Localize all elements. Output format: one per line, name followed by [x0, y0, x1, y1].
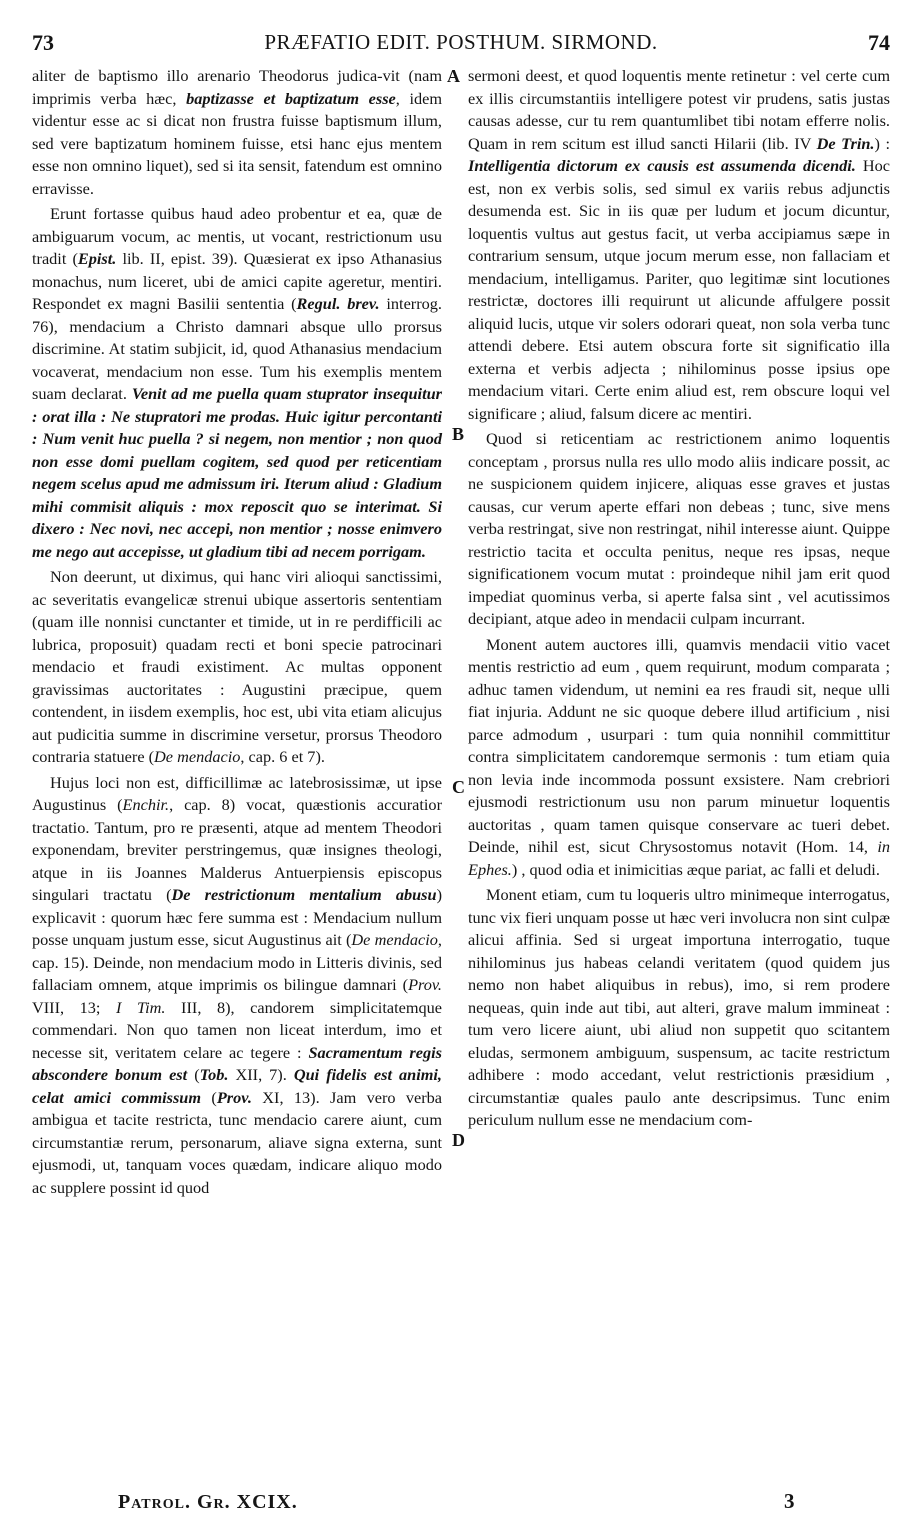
- margin-letter-b: B: [452, 424, 465, 444]
- page-number-left: 73: [32, 30, 54, 55]
- running-title: PRÆFATIO EDIT. POSTHUM. SIRMOND.: [264, 30, 658, 54]
- paragraph: Hujus loci non est, difficillimæ ac latebrosissimæ, ut ipse Augustinus (Enchir., cap. 8) vocat, quæstionis accuratior tractatio. Tantum, pro re præsenti, atque ad mentem Theodori exponendam, breviter perstringemus, quæ insignes theologi, atque in iis Joannes Malderus Antuerpiensis episcopus singulari tractatu (De restrictionum mentalium abusu) explicavit : quorum hæc fere summa est : Mendacium nullum posse unquam justum esse, sicut Augustinus ait (De mendacio, cap. 15). Deinde, non mendacium modo in Litteris divinis, sed fallaciam omnem, atque imprimis os bilingue damnari (Prov. VIII, 13; I Tim. III, 8), candorem simplicitatemque commendari. Non quo tamen non liceat interdum, imo et necesse sit, veritatem celare ac tegere : Sacramentum regis abscondere bonum est (Tob. XII, 7). Qui fidelis est animi, celat amici commissum (Prov. XI, 13). Jam vero verba ambigua et tacite restricta, tunc mendacio carere aiunt, cum circumstantiæ rerum, personarum, aliave signa externa, sunt ejusmodi, ut, tanquam voces quædam, indicare aliquo modo ac supplere possint id quod: [32, 772, 443, 1197]
- paragraph: Quod si reticentiam ac restrictionem animo loquentis conceptam , prorsus nulla res ullo modo aliis indicare possit, ac ne suspicionem quidem injicere, aliquas esse graves et justas causas, cur verum aperte effari non debeas ; tunc, sive mens verba restringat, sive non restringat, nihil interesse aiunt. Quippe restrictio tacita et occulta penitus, neque res ipsas, neque significationem vocum mutat : proindeque nihil jam erit quod impediat quominus verba, si aperte falsa sint , vel acutissimos decipiant, atque adeo in mendacii culpam incurrant.: [468, 429, 890, 628]
- footer-signature: Patrol. Gr. XCIX.: [118, 1491, 298, 1513]
- paragraph: sermoni deest, et quod loquentis mente retinetur : vel certe cum ex illis circumstantiis intelligere potest vir prudens, satis justas causas adesse, cur tu rem quantumlibet tibi notam efferre nolis. Quam in rem scitum est illud sancti Hilarii (lib. IV De Trin.) : Intelligentia dictorum ex causis est assumenda dicendi. Hoc est, non ex verbis solis, sed simul ex variis rebus adjunctis desumenda est. Sic in iis quæ per ludum et jocum dicuntur, loquentis vultus aut gestus facit, ut verba accipiamus sæpe in contrarium sensum, utque jocum merum esse, non fallaciam et mendacium, intelligamus. Pariter, quo legitimæ sint locutiones restrictæ, doctores illi requirunt ut alicunde affulgere possit aliquid lucis, utque vir solers odorari queat, non sola verba tunc attendi debere. Etsi autem obscura forte sit significatio illa externa et verbis adjecta ; nihilominus posse ipsius ope mendacium vitari. Certe enim aliud est, rem obscure loqui vel significare ; aliud, falsum dicere ac mentiri.: [468, 66, 890, 423]
- page-number-right: 74: [868, 30, 890, 55]
- left-column: [32, 65, 442, 1199]
- paragraph: Erunt fortasse quibus haud adeo probentur et ea, quæ de ambiguarum vocum, ac mentis, ut vocant, restrictionum usu tradit (Epist. lib. II, epist. 39). Quæsierat ex ipso Athanasius monachus, num liceret, ubi de amici capite ageretur, mentiri. Respondet ex magni Basilii sententia (Regul. brev. interrog. 76), mendacium a Christo damnari absque ullo prorsus discrimine. At statim subjicit, id, quod Athanasius mendacium vocaverat, mendacium non esse. Tum his exemplis mentem suam declarat. Venit ad me puella quam stuprator insequitur : orat illa : Ne stupratori me prodas. Huic igitur percontanti : Num venit huc puella ? si negem, non mentior ; non quod non esse domi puellam cogitem, sed quod per reticentiam negem scelus apud me admissum iri. Iterum aliud : Gladium mihi commisit aliquis : mox reposcit quo se interimat. Si dixero : Nec novi, nec accepi, non mentior ; nosse enimvero me nego aut accepisse, ut gladium tibi ad necem porrigam.: [32, 204, 443, 561]
- margin-letter-c: C: [452, 777, 465, 797]
- sheet-number: 3: [784, 1489, 795, 1513]
- paragraph: Non deerunt, ut diximus, qui hanc viri alioqui sanctissimi, ac severitatis evangelicæ strenui ubique assertoris sententiam (quam ille nonnisi cunctanter et timide, ut in re perdifficili ac lubrica, proposuit) quadam recti et boni specie patrocinari mendacio et fraudi existiment. Ac multas opponent gravissimas auctoritates : Augustini præcipue, quem contendent, in iisdem exemplis, hoc est, ubi vita etiam alicujus aut pudicitia summe in discrimine versetur, prorsus Theodoro contraria statuere (De mendacio, cap. 6 et 7).: [32, 567, 442, 766]
- paragraph: Monent etiam, cum tu loqueris ultro minimeque interrogatus, tunc vix fieri unquam posse ut hæc veri involucra non sint culpæ alicui affinia. Sed si urgeat importuna interrogatio, tuque nihilominus jus habeas celandi veritatem (quod quidem jus nemo non habet aliquibus in rebus), imo, si rem prodere nequeas, quin inde aut tibi, aut alteri, grave malum immineat : tum vero licere aiunt, ubi aliud non suppetit quo scitantem eludas, sermonem ambiguum, suspensum, ac tacite restrictum adhibere : modo accedant, velut restrictionis præsidium , circumstantiæ quales paulo ante descripsimus. Tunc enim periculum nullum esse ne mendacium com-: [468, 885, 890, 1129]
- margin-letter-d: D: [452, 1130, 465, 1150]
- margin-letter-a: A: [447, 66, 460, 86]
- paragraph: Monent autem auctores illi, quamvis mendacii vitio vacet mentis restrictio ad eum , quem requirunt, modum comparata ; adhuc tamen videndum, ut nemini ea res fraudi sit, neque ulli fiat injuria. Addunt ne sic quoque debere illud artificium , nisi parce admodum , usurpari : tum quia nonnihil committitur contra simplicitatem candoremque sermonis : tum etiam quia non levia inde incommoda possunt exsistere. Nam crebriori ejusmodi restrictionum usu non parum minuetur loquentis auctoritas , quam tamen quisque conservare ac tueri debet. Deinde, nihil est, sicut Chrysostomus notavit (Hom. 14, in Ephes.) , quod odia et inimicitias æque pariat, ac falli et deludi.: [468, 634, 890, 879]
- running-header: [32, 30, 890, 60]
- paragraph: aliter de baptismo illo arenario Theodorus judica-vit (nam imprimis verba hæc, baptizasse et baptizatum esse, idem videntur esse ac si dicat non frustra fuisse baptismum illum, sed vere baptizatum hominem fuisse, etsi hanc ejus mentem esse non omnino liquet), sed si ita sensit, fatendum est omnino erravisse.: [32, 66, 443, 198]
- right-column: [468, 65, 890, 1132]
